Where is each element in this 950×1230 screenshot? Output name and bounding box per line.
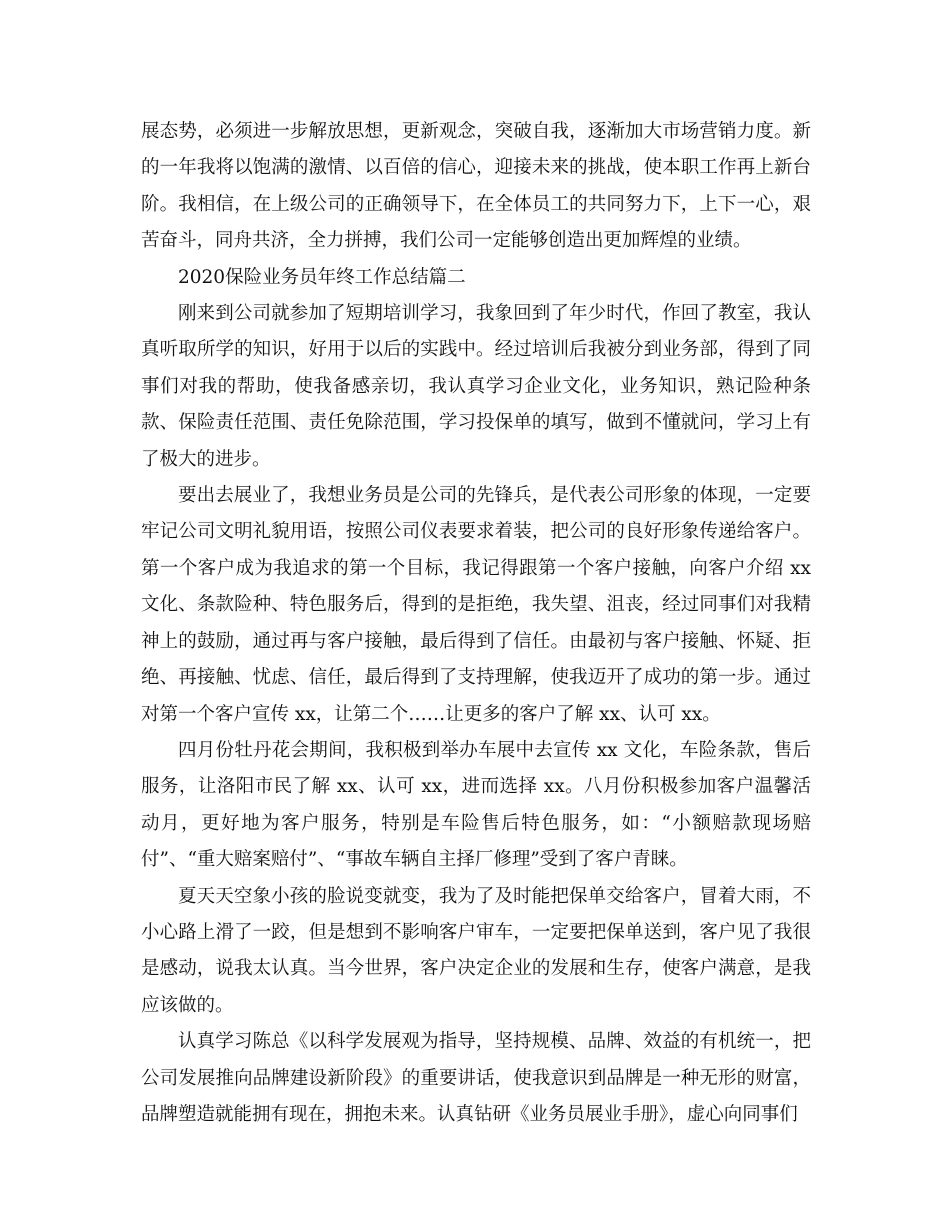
paragraph-peony-festival: 四月份牡丹花会期间，我积极到举办车展中去宣传 xx 文化，车险条款，售后服务，让洛阳市民了解 xx、认可 xx，进而选择 xx。八月份积极参加客户温馨活动月，更好地为客户服务，特别是车险售后特色服务，如：“小额赔款现场赔付”、“重大赔案赔付”、“事故车辆自主择厂修理”受到了客户青睐。	[141, 739, 811, 871]
paragraph-first-client: 要出去展业了，我想业务员是公司的先锋兵，是代表公司形象的体现，一定要牢记公司文明礼貌用语，按照公司仪表要求着装，把公司的良好形象传递给客户。第一个客户成为我追求的第一个目标，我记得跟第一个客户接触，向客户介绍 xx 文化、条款险种、特色服务后，得到的是拒绝，我失望、沮丧，经过同事们对我精神上的鼓励，通过再与客户接触，最后得到了信任。由最初与客户接触、怀疑、拒绝、再接触、忧虑、信任，最后得到了支持理解，使我迈开了成功的第一步。通过对第一个客户宣传 xx，让第二个……让更多的客户了解 xx、认可 xx。	[141, 485, 811, 725]
paragraph-continuation: 展态势，必须进一步解放思想，更新观念，突破自我，逐渐加大市场营销力度。新的一年我将以饱满的激情、以百倍的信心，迎接未来的挑战，使本职工作再上新台阶。我相信，在上级公司的正确领导下，在全体员工的共同努力下，上下一心，艰苦奋斗，同舟共济，全力拼搏，我们公司一定能够创造出更加辉煌的业绩。	[141, 121, 811, 252]
paragraph-brand-study: 认真学习陈总《以科学发展观为指导，坚持规模、品牌、效益的有机统一，把公司发展推向品牌建设新阶段》的重要讲话，使我意识到品牌是一种无形的财富，品牌塑造就能拥有现在，拥抱未来。认真钻研《业务员展业手册》，虚心向同事们	[141, 1031, 811, 1125]
paragraph-rainy-delivery: 夏天天空象小孩的脸说变就变，我为了及时能把保单交给客户，冒着大雨，不小心路上滑了一跤，但是想到不影响客户审车，一定要把保单送到，客户见了我很是感动，说我太认真。当今世界，客户决定企业的发展和生存，使客户满意，是我应该做的。	[141, 885, 811, 1016]
paragraph-training: 刚来到公司就参加了短期培训学习，我象回到了年少时代，作回了教室，我认真听取所学的知识，好用于以后的实践中。经过培训后我被分到业务部，得到了同事们对我的帮助，使我备感亲切，我认真学习企业文化，业务知识，熟记险种条款、保险责任范围、责任免除范围，学习投保单的填写，做到不懂就问，学习上有了极大的进步。	[141, 303, 811, 470]
section-heading: 2020保险业务员年终工作总结篇二	[178, 266, 466, 288]
document-body	[141, 114, 811, 1133]
